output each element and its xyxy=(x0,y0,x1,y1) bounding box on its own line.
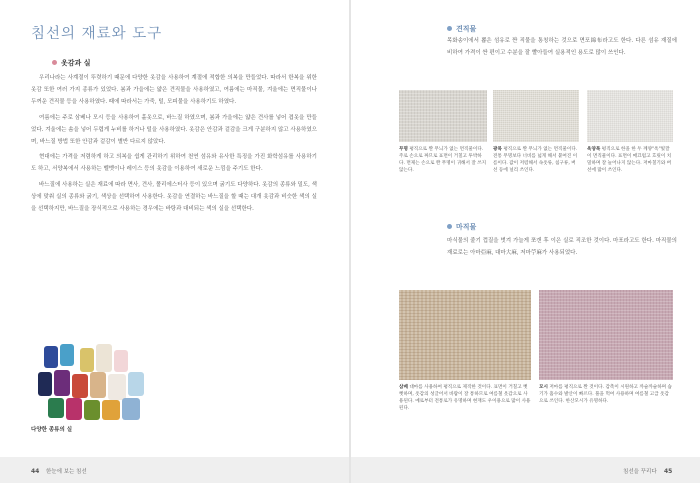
cotton-intro xyxy=(447,36,677,62)
chapter-title: 침선의 재료와 도구 xyxy=(31,26,163,42)
fabric-swatch-gwangmok xyxy=(493,90,579,142)
fabric-caption-gwangmok xyxy=(493,146,579,174)
section-heading-fabric-thread: 옷감과 실 xyxy=(52,58,91,68)
right-page xyxy=(351,0,700,483)
fabric-swatch-okyangmok xyxy=(587,90,673,142)
fabric-caption-okyangmok xyxy=(587,146,673,174)
image-caption: 다양한 종류의 실 xyxy=(31,427,73,433)
fabric-name: 모시 xyxy=(539,385,548,390)
fabric-name: 광목 xyxy=(493,147,502,152)
fabric-swatch-sambe xyxy=(399,290,531,380)
fabric-swatch-mumyeong xyxy=(399,90,487,142)
fabric-name: 무명 xyxy=(399,147,408,152)
paragraph: 바느질에 사용하는 실은 재료에 따라 면사, 견사, 폴리에스터사 등이 있으며 굵기도 다양하다. 옷감의 종류와 밀도, 색상에 맞춰 실의 종류와 굵기, 색상을 선택하여 사용한다. 옷감을 연결하는 바느질을 할 때는 대개 옷감과 비슷한 색의 실을 선택하지만, 바느질을 장식적으로 사용하는 경우에는 바탕과 대비되는 색의 실을 선택한다. xyxy=(31,181,317,213)
fabric-desc: 평직으로 짠 무늬가 없는 면직물이다. 전통 무명보다 너비를 넓게 해서 붙여진 이름이다. 값이 저렴해서 속옷류, 침구류, 버선 등에 널리 쓰인다. xyxy=(493,147,578,173)
fabric-swatch-mosi xyxy=(539,290,673,380)
fabric-desc: 평직으로 한올 한 두 께양"옥"빛깔이 면직물이다. 표면이 매끄럽고 흐릿이 치밀하며 잘 늘어나지 않는다. 저마칠기와 버선에 많이 쓰인다. xyxy=(587,147,672,173)
paragraph: 우리나라는 사계절이 뚜렷하기 때문에 다양한 옷감을 사용하여 계절에 적합한 의복을 만들었다. 따라서 한복을 위한 옷감 또한 여러 가지 종류가 있었다. 봄과 가을에는 얇은 견직물을 사용하였고, 여름에는 마직물, 겨울에는 면직물이나 두꺼운 견직물 등을 사용하였다. 때에 따라서는 가죽, 털, 모피물을 사용하기도 하였다. xyxy=(31,75,317,106)
section-heading-cotton: 견직물 xyxy=(447,24,476,34)
footer-chapter-title: 침선을 꾸리다 xyxy=(623,469,657,475)
fabric-caption-mosi xyxy=(539,384,673,405)
fabric-desc: 평직으로 짠 무늬가 없는 면직물이다. 주로 손으로 짜므로 표면이 거칠고 투박하다. 면제는 손으로 짠 무명이 귀해서 잘 쓰지 않는다. xyxy=(399,147,487,173)
fabric-caption-sambe xyxy=(399,384,531,412)
left-body-text xyxy=(31,72,317,218)
footer-book-title: 한눈에 보는 침선 xyxy=(46,469,87,475)
fabric-desc: 대마를 사용하여 평직으로 제직한 것이다. 표면이 거칠고 뻣뻣하며, 옷감의 성글어서 바람이 잘 통하므로 여름철 옷감으로 사용된다. 예로부터 전통로가 유명하며 현재도 우이용으로 많이 사용된다. xyxy=(399,385,531,411)
thread-spools-image xyxy=(34,342,152,422)
fabric-caption-mumyeong xyxy=(399,146,487,174)
paragraph: 마식물의 줄기 껍질을 벗겨 가늘게 쪼갠 후 이은 실로 직조한 것이다. 마포라고도 한다. 마직물의 재료로는 아마亞麻, 대마大麻, 저마苧麻가 사용되었다. xyxy=(447,238,677,256)
page-number: 44 xyxy=(31,468,40,475)
left-page xyxy=(0,0,349,483)
fabric-desc: 저마를 평직으로 짠 것이다. 감촉이 시원하고 까슬까슬하며 습기가 흡수와 발산이 빠르다. 풀을 먹여 사용하며 여름철 고급 옷감으로 쓰인다. 한산모시가 유명하다. xyxy=(539,385,672,404)
hemp-intro xyxy=(447,236,677,262)
paragraph: 목화송이에서 뽑은 섬유로 짠 직물을 통칭하는 것으로 면포綿布라고도 한다. 다른 섬유 재질에 비하여 가격이 싼 편이고 수분을 잘 빨아들여 실용적인 용도로 많이 쓰인다. xyxy=(447,38,677,56)
paragraph: 여름에는 주로 삼베나 모시 등을 사용하여 홑옷으로, 바느질 하였으며, 봄과 가을에는 얇은 견사를 넣어 겹옷을 만들었다. 겨울에는 솜을 넣어 두렵게 누비를 하거나 털을 사용하였다. 옷감은 안감과 겉감을 크게 구분하지 않고 사용하였으며, 바느질 방법 또한 안감과 겉감이 별반 다르지 않았다. xyxy=(31,114,317,146)
fabric-name: 삼베 xyxy=(399,385,408,390)
fabric-name: 옥양목 xyxy=(587,147,601,152)
section-heading-hemp: 마직물 xyxy=(447,222,476,232)
page-number: 45 xyxy=(664,468,673,475)
paragraph: 현대에는 가격을 저렴하게 하고 의복을 쉽게 관리하기 위하여 천연 섬유와 유사한 특징을 가진 화학섬유를 사용하기도 하고, 서양복에서 사용하는 벨벳이나 레이스 등의 옷감을 이용하여 새로운 느낌을 주기도 한다. xyxy=(31,154,317,173)
